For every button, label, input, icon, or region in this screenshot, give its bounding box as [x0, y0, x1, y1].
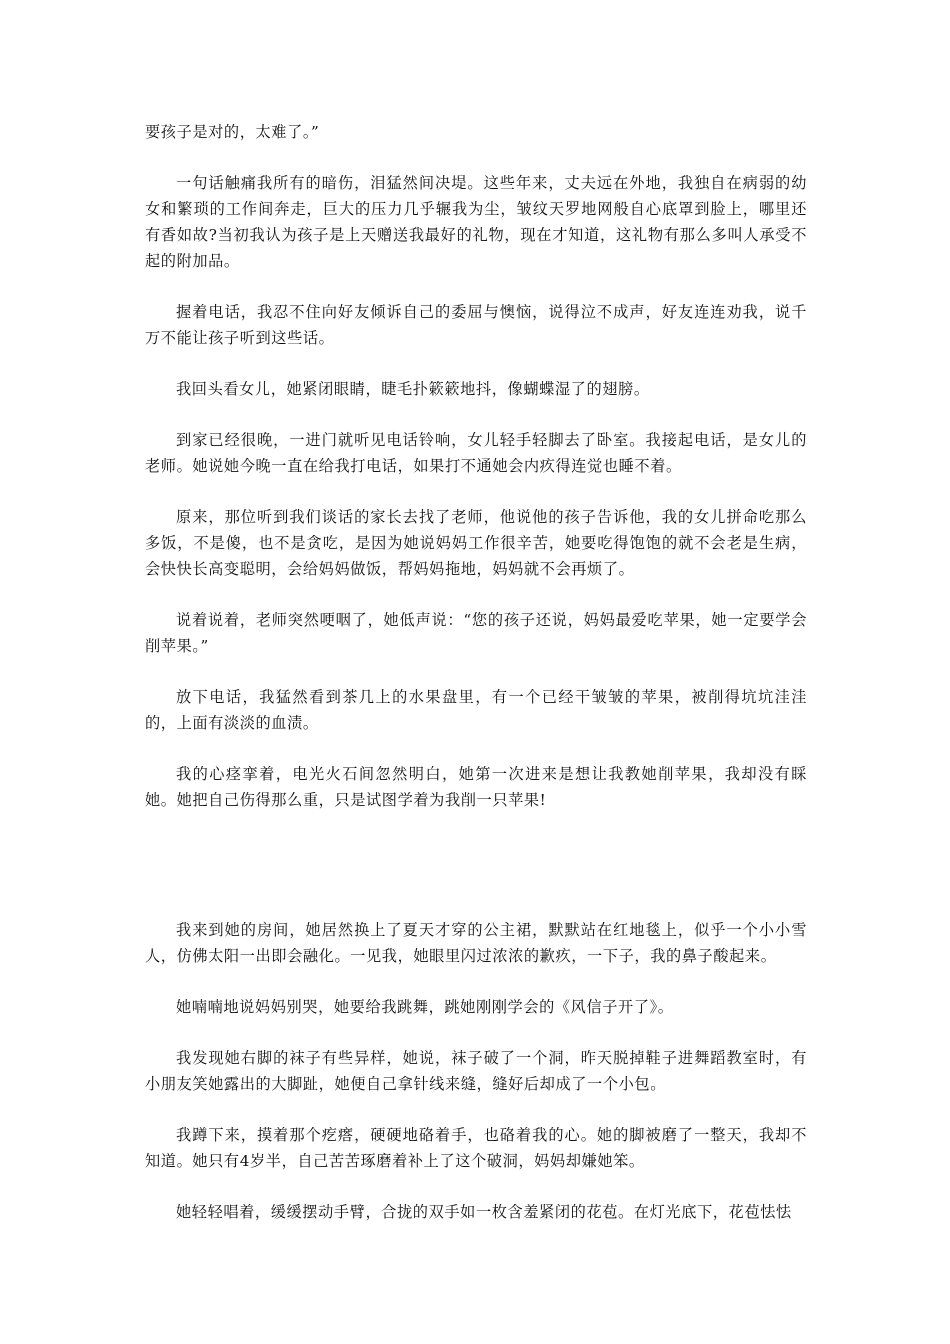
paragraph: 我发现她右脚的袜子有些异样，她说，袜子破了一个洞，昨天脱掉鞋子进舞蹈教室时，有小朋友笑她露出的大脚趾，她便自己拿针线来缝，缝好后却成了一个小包。 — [145, 1049, 807, 1093]
section-break — [145, 813, 807, 917]
paragraph-gap — [145, 1097, 807, 1122]
paragraph: 说着说着，老师突然哽咽了，她低声说：“您的孩子还说，妈妈最爱吃苹果，她一定要学会削苹果。” — [145, 611, 807, 655]
paragraph: 她轻轻唱着，缓缓摆动手臂，合拢的双手如一枚含羞紧闭的花苞。在灯光底下，花苞怯怯 — [176, 1203, 792, 1221]
paragraph: 到家已经很晚，一进门就听见电话铃响，女儿轻手轻脚去了卧室。我接起电话，是女儿的老师。她说她今晚一直在给我打电话，如果打不通她会内疚得连觉也睡不着。 — [145, 431, 807, 475]
paragraph-gap — [145, 582, 807, 607]
paragraph: 我蹲下来，摸着那个疙瘩，硬硬地硌着手，也硌着我的心。她的脚被磨了一整天，我却不知道。她只有4岁半，自己苦苦琢磨着补上了这个破洞，妈妈却嫌她笨。 — [145, 1126, 807, 1170]
paragraph: 要孩子是对的，太难了。” — [145, 123, 320, 141]
paragraph-gap — [145, 969, 807, 994]
paragraph-gap — [145, 351, 807, 376]
paragraph: 一句话触痛我所有的暗伤，泪猛然间决堤。这些年来，丈夫远在外地，我独自在病弱的幼女和繁琐的工作间奔走，巨大的压力几乎辗我为尘，皱纹天罗地网般自心底罩到脸上，哪里还有香如故?当初我认为孩子是上天赠送我最好的礼物，现在才知道，这礼物有那么多叫人承受不起的附加品。 — [145, 174, 807, 270]
paragraph: 我的心痉挛着，电光火石间忽然明白，她第一次进来是想让我教她削苹果，我却没有睬她。她把自己伤得那么重，只是试图学着为我削一只苹果! — [145, 765, 807, 809]
paragraph-gap — [145, 479, 807, 504]
document-page — [145, 119, 807, 1225]
paragraph-gap — [145, 736, 807, 761]
paragraph-gap — [145, 145, 807, 170]
paragraph: 我回头看女儿，她紧闭眼睛，睫毛扑簌簌地抖，像蝴蝶湿了的翅膀。 — [176, 380, 650, 398]
paragraph-gap — [145, 659, 807, 684]
paragraph-gap — [145, 1020, 807, 1045]
paragraph-gap — [145, 274, 807, 299]
paragraph: 我来到她的房间，她居然换上了夏天才穿的公主裙，默默站在红地毯上，似乎一个小小雪人，仿佛太阳一出即会融化。一见我，她眼里闪过浓浓的歉疚，一下子，我的鼻子酸起来。 — [145, 921, 807, 965]
paragraph-gap — [145, 402, 807, 427]
paragraph: 原来，那位听到我们谈话的家长去找了老师，他说他的孩子告诉他，我的女儿拼命吃那么多饭，不是傻，也不是贪吃，是因为她说妈妈工作很辛苦，她要吃得饱饱的就不会老是生病，会快快长高变聪明，会给妈妈做饭，帮妈妈拖地，妈妈就不会再烦了。 — [145, 508, 807, 578]
paragraph: 放下电话，我猛然看到茶几上的水果盘里，有一个已经干皱皱的苹果，被削得坑坑洼洼的，上面有淡淡的血渍。 — [145, 688, 807, 732]
paragraph: 她喃喃地说妈妈别哭，她要给我跳舞，跳她刚刚学会的《风信子开了》。 — [176, 998, 674, 1016]
paragraph-gap — [145, 1174, 807, 1199]
paragraph: 握着电话，我忍不住向好友倾诉自己的委屈与懊恼，说得泣不成声，好友连连劝我，说千万不能让孩子听到这些话。 — [145, 303, 807, 347]
